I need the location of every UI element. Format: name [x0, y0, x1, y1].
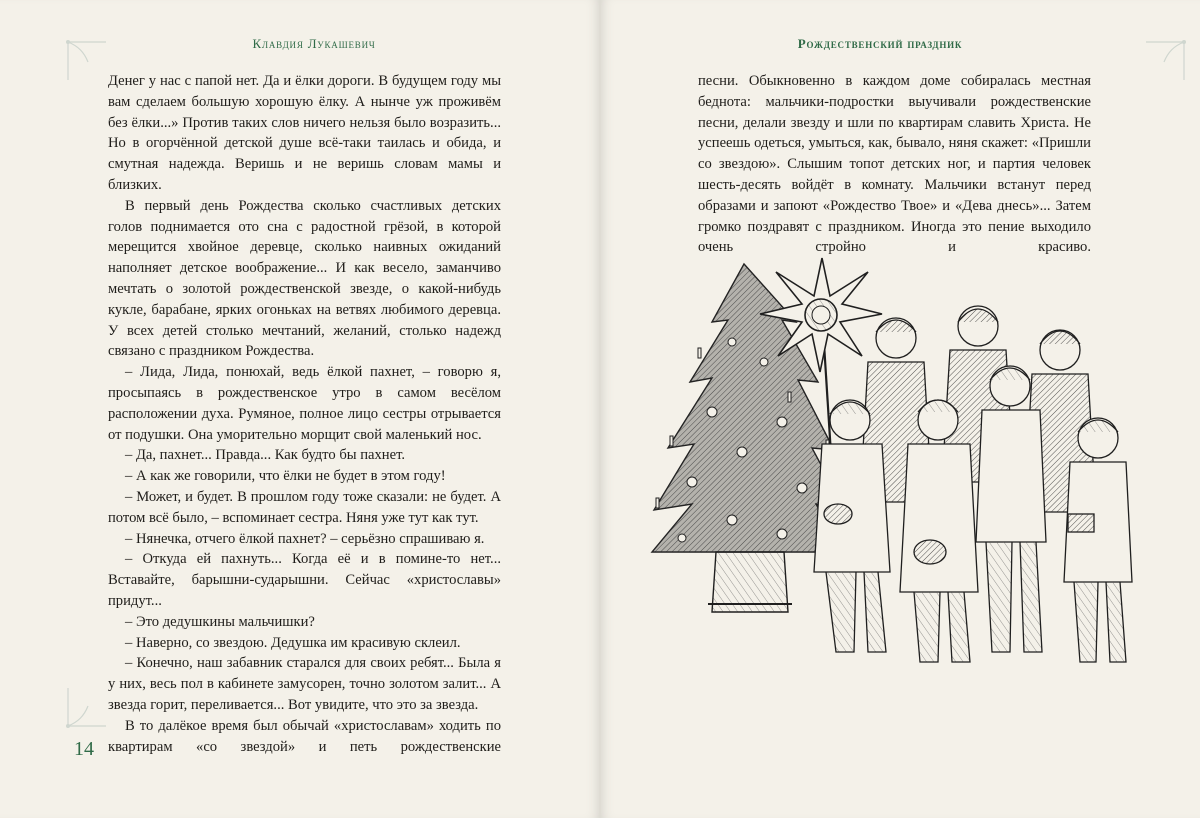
- paragraph: – Лида, Лида, понюхай, ведь ёлкой пахнет, – говорю я, просыпаясь в рождественское утро в самом весёлом расположении духа. Румяное, полное лицо сестры отрывается от подушки. Она уморительно морщит свой маленький нос.: [108, 364, 501, 443]
- paragraph: – Да, пахнет... Правда... Как будто бы пахнет.: [125, 447, 405, 464]
- paragraph: – Нянечка, отчего ёлкой пахнет? – серьёзно спрашиваю я.: [125, 530, 485, 547]
- page-number: 14: [74, 738, 94, 760]
- paragraph: В первый день Рождества сколько счастливых детских голов поднимается ото сна с радостной грёзой, в которой мерещится хвойное деревце, сколько наивных ожиданий наполняет детское воображение... И как весело, заманчиво мечтать о золотой рождественской звезде, о какой-нибудь кукле, барабане, ярких огоньках на ветвях любимого деревца. У всех детей столько мечтаний, желаний, столько надежд связано с праздником Рождества.: [108, 197, 501, 360]
- paragraph: В то далёкое время был обычай «христославам» ходить по квартирам «со звездой» и петь рождественские: [108, 717, 501, 755]
- paragraph: – Откуда ей пахнуть... Когда её и в помине-то нет... Вставайте, барышни-сударышни. Сейчас «христославы» придут...: [108, 551, 501, 609]
- paragraph: Денег у нас с папой нет. Да и ёлки дороги. В будущем году мы вам сделаем большую хорошую ёлку. А нынче уж проживём без ёлки...» Против таких слов ничего нельзя было возразить... Но в огорчённой детской душе всё-таки таилась и обида, и смутная надежда. Веришь и не веришь словам мамы и близких.: [108, 73, 501, 193]
- paragraph: – Может, и будет. В прошлом году тоже сказали: не будет. А потом всё было, – вспоминает сестра. Няня уже тут как тут.: [108, 488, 501, 526]
- running-head-author: Клавдия Лукашевич: [252, 36, 376, 51]
- paragraph: – Это дедушкины мальчишки?: [125, 613, 315, 630]
- paragraph: – А как же говорили, что ёлки не будет в этом году!: [125, 468, 446, 485]
- paragraph: – Наверно, со звездою. Дедушка им красивую склеил.: [125, 634, 461, 651]
- running-head-title: Рождественский праздник: [797, 36, 963, 51]
- paragraph: – Конечно, наш забавник старался для своих ребят... Была я у них, весь пол в кабинете замусорен, точно золотом залит... А звезда горит, переливается... Вот увидите, что это за звезда.: [108, 655, 501, 713]
- carolers-illustration: [632, 252, 1136, 692]
- left-page-text: [108, 71, 501, 757]
- carolers-group: [814, 306, 1132, 662]
- paragraph: песни. Обыкновенно в каждом доме собиралась местная беднота: мальчики-подростки выучивали рождественские песни, делали звезду и шли по квартирам славить Христа. Не успеешь одеться, умыться, как, бывало, няня скажет: «Пришли со звездою». Слышим топот детских ног, и партия человек шесть-десять войдёт в комнату. Мальчики встанут перед образами и запоют «Рождество Твое» и «Дева днесь»... Затем громко поздравят с праздником. Иногда это пение выходило очень стройно и красиво.: [698, 73, 1091, 256]
- corner-flourish-icon: [64, 684, 110, 730]
- right-page-text: [698, 71, 1091, 258]
